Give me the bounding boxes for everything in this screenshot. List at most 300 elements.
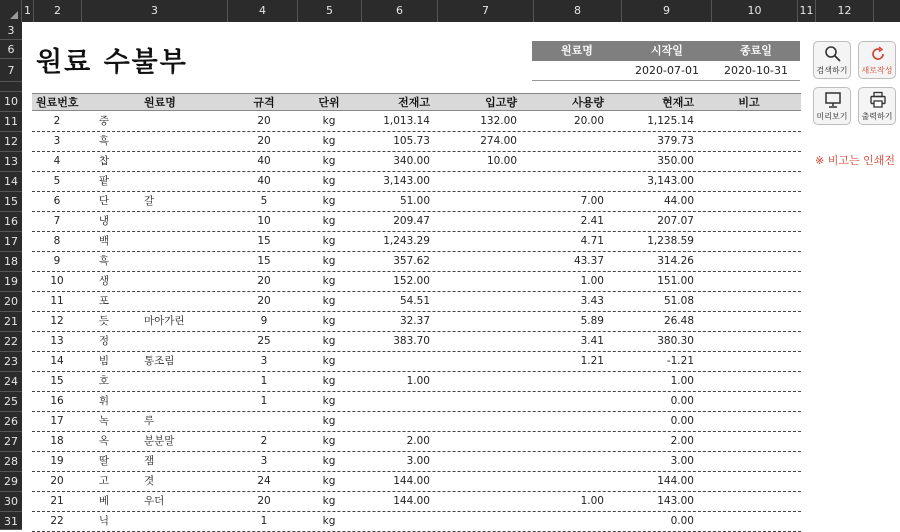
cell-in[interactable] bbox=[437, 432, 517, 451]
cell-use[interactable]: 1.21 bbox=[580, 355, 604, 367]
cell-note[interactable] bbox=[704, 232, 794, 251]
cell-prev-stock[interactable]: 383.70 bbox=[393, 335, 430, 347]
row-header[interactable]: 23 bbox=[0, 352, 22, 372]
cell-prev-stock[interactable]: 1,013.14 bbox=[383, 115, 430, 127]
search-icon bbox=[824, 45, 842, 63]
cell-prev-stock[interactable]: 3,143.00 bbox=[383, 175, 430, 187]
cell-spec[interactable]: 9 bbox=[260, 315, 268, 327]
table-row[interactable] bbox=[32, 472, 801, 492]
cell-unit[interactable]: kg bbox=[322, 435, 336, 447]
row-header[interactable]: 31 bbox=[0, 512, 22, 530]
header-name: 원료명 bbox=[144, 96, 176, 109]
new-button[interactable] bbox=[858, 41, 896, 79]
cell-spec[interactable]: 20 bbox=[257, 495, 271, 507]
table-row[interactable] bbox=[32, 292, 801, 312]
cell-in[interactable]: 10.00 bbox=[486, 155, 517, 167]
cell-prev-stock[interactable]: 340.00 bbox=[393, 155, 430, 167]
cell-number[interactable]: 9 bbox=[53, 255, 61, 267]
cell-use[interactable] bbox=[522, 132, 604, 151]
cell-name-suffix[interactable]: 마아가린 bbox=[144, 315, 185, 327]
cell-name-prefix[interactable]: 베 bbox=[98, 495, 110, 507]
cell-unit[interactable]: kg bbox=[322, 315, 336, 327]
column-header[interactable]: 12 bbox=[816, 0, 874, 22]
cell-name-prefix[interactable]: 냉 bbox=[98, 215, 110, 227]
cell-note[interactable] bbox=[704, 212, 794, 231]
cell-name-prefix[interactable]: 팥 bbox=[98, 175, 110, 187]
info-header-material: 원료명 bbox=[532, 41, 622, 61]
cell-name-suffix[interactable] bbox=[144, 232, 224, 251]
column-header[interactable]: 3 bbox=[82, 0, 228, 22]
cell-name-prefix[interactable]: 호 bbox=[98, 375, 110, 387]
header-no: 원료번호 bbox=[36, 96, 79, 109]
cell-use[interactable]: 1.00 bbox=[580, 495, 604, 507]
select-all-corner[interactable] bbox=[0, 0, 22, 22]
cell-number[interactable]: 4 bbox=[53, 155, 61, 167]
row-header[interactable]: 24 bbox=[0, 372, 22, 392]
cell-spec[interactable]: 20 bbox=[257, 135, 271, 147]
header-use: 사용량 bbox=[572, 96, 604, 109]
cell-use[interactable] bbox=[522, 172, 604, 191]
info-header-start: 시작일 bbox=[622, 41, 712, 61]
cell-spec[interactable]: 5 bbox=[260, 195, 268, 207]
cell-number[interactable]: 7 bbox=[53, 215, 61, 227]
cell-unit[interactable]: kg bbox=[322, 335, 336, 347]
cell-note[interactable] bbox=[704, 192, 794, 211]
cell-number[interactable]: 22 bbox=[50, 515, 64, 527]
end-date-input[interactable]: 2020-10-31 bbox=[724, 64, 788, 77]
row-header[interactable]: 28 bbox=[0, 452, 22, 472]
cell-cur-stock[interactable]: 1,125.14 bbox=[647, 115, 694, 127]
row-header[interactable]: 27 bbox=[0, 432, 22, 452]
cell-number[interactable]: 21 bbox=[50, 495, 64, 507]
cell-note[interactable] bbox=[704, 272, 794, 291]
cell-spec[interactable]: 25 bbox=[257, 335, 271, 347]
cell-number[interactable]: 13 bbox=[50, 335, 64, 347]
cell-cur-stock[interactable]: 26.48 bbox=[663, 315, 694, 327]
table-row[interactable] bbox=[32, 452, 801, 472]
cell-spec[interactable]: 1 bbox=[260, 395, 268, 407]
cell-unit[interactable]: kg bbox=[322, 195, 336, 207]
table-row[interactable] bbox=[32, 492, 801, 512]
table-row[interactable] bbox=[32, 372, 801, 392]
cell-name-prefix[interactable]: 흑 bbox=[98, 135, 110, 147]
table-row[interactable] bbox=[32, 392, 801, 412]
cell-cur-stock[interactable]: 1.00 bbox=[670, 375, 694, 387]
cell-use[interactable]: 7.00 bbox=[580, 195, 604, 207]
cell-note[interactable] bbox=[704, 152, 794, 171]
cell-number[interactable]: 16 bbox=[50, 395, 64, 407]
cell-spec[interactable]: 20 bbox=[257, 275, 271, 287]
row-header[interactable]: 20 bbox=[0, 292, 22, 312]
row-header[interactable]: 22 bbox=[0, 332, 22, 352]
preview-button[interactable] bbox=[813, 87, 851, 125]
cell-name-prefix[interactable]: 생 bbox=[98, 275, 110, 287]
cell-name-prefix[interactable]: 딸 bbox=[98, 455, 110, 467]
cell-spec[interactable]: 1 bbox=[260, 375, 268, 387]
cell-name-suffix[interactable]: 잼 bbox=[144, 455, 155, 467]
cell-name-prefix[interactable]: 빔 bbox=[98, 355, 110, 367]
table-row[interactable] bbox=[32, 112, 801, 132]
table-row[interactable] bbox=[32, 512, 801, 532]
cell-name-suffix[interactable] bbox=[144, 332, 224, 351]
info-divider bbox=[532, 80, 800, 81]
cell-name-prefix[interactable]: 닉 bbox=[98, 515, 110, 527]
column-header[interactable]: 8 bbox=[534, 0, 622, 22]
cell-prev-stock[interactable]: 32.37 bbox=[399, 315, 430, 327]
cell-unit[interactable]: kg bbox=[322, 495, 336, 507]
cell-name-suffix[interactable]: 겻 bbox=[144, 475, 155, 487]
cell-prev-stock[interactable] bbox=[362, 412, 430, 431]
column-header[interactable]: 10 bbox=[712, 0, 798, 22]
cell-in[interactable] bbox=[437, 232, 517, 251]
table-row[interactable] bbox=[32, 432, 801, 452]
preview-button-label: 미리보기 bbox=[816, 112, 848, 121]
cell-use[interactable] bbox=[522, 152, 604, 171]
table-row[interactable] bbox=[32, 212, 801, 232]
cell-spec[interactable]: 2 bbox=[260, 435, 268, 447]
cell-use[interactable] bbox=[522, 432, 604, 451]
cell-name-prefix[interactable]: 녹 bbox=[98, 415, 110, 427]
cell-name-prefix[interactable]: 백 bbox=[98, 235, 110, 247]
cell-in[interactable] bbox=[437, 252, 517, 271]
cell-use[interactable]: 5.89 bbox=[580, 315, 604, 327]
table-row[interactable] bbox=[32, 172, 801, 192]
cell-unit[interactable]: kg bbox=[322, 175, 336, 187]
column-header[interactable]: 9 bbox=[622, 0, 712, 22]
cell-in[interactable] bbox=[437, 452, 517, 471]
cell-prev-stock[interactable]: 209.47 bbox=[393, 215, 430, 227]
cell-prev-stock[interactable]: 51.00 bbox=[399, 195, 430, 207]
cell-cur-stock[interactable]: 1,238.59 bbox=[647, 235, 694, 247]
cell-spec[interactable]: 15 bbox=[257, 235, 271, 247]
cell-name-prefix[interactable]: 포 bbox=[98, 295, 110, 307]
cell-in[interactable]: 274.00 bbox=[480, 135, 517, 147]
cell-in[interactable] bbox=[437, 312, 517, 331]
cell-use[interactable] bbox=[522, 512, 604, 531]
cell-spec[interactable]: 24 bbox=[257, 475, 271, 487]
cell-note[interactable] bbox=[704, 312, 794, 331]
cell-use[interactable] bbox=[522, 412, 604, 431]
row-header[interactable] bbox=[0, 82, 22, 92]
cell-number[interactable]: 5 bbox=[53, 175, 61, 187]
cell-use[interactable]: 4.71 bbox=[580, 235, 604, 247]
table-row[interactable] bbox=[32, 232, 801, 252]
cell-spec[interactable]: 1 bbox=[260, 515, 268, 527]
table-row[interactable] bbox=[32, 312, 801, 332]
cell-in[interactable] bbox=[437, 472, 517, 491]
cell-name-suffix[interactable] bbox=[144, 392, 224, 411]
cell-name-suffix[interactable] bbox=[144, 132, 224, 151]
cell-prev-stock[interactable] bbox=[362, 392, 430, 411]
cell-name-suffix[interactable] bbox=[144, 372, 224, 391]
cell-unit[interactable]: kg bbox=[322, 475, 336, 487]
cell-spec[interactable]: 3 bbox=[260, 455, 268, 467]
cell-prev-stock[interactable]: 105.73 bbox=[393, 135, 430, 147]
cell-number[interactable]: 18 bbox=[50, 435, 64, 447]
cell-name-suffix[interactable] bbox=[144, 252, 224, 271]
row-header[interactable]: 14 bbox=[0, 172, 22, 192]
cell-name-suffix[interactable]: 분분말 bbox=[144, 435, 175, 447]
row-header[interactable]: 29 bbox=[0, 472, 22, 492]
cell-in[interactable] bbox=[437, 352, 517, 371]
cell-number[interactable]: 11 bbox=[50, 295, 64, 307]
cell-name-prefix[interactable]: 흑 bbox=[98, 255, 110, 267]
cell-note[interactable] bbox=[704, 332, 794, 351]
cell-prev-stock[interactable] bbox=[362, 352, 430, 371]
cell-number[interactable]: 8 bbox=[53, 235, 61, 247]
cell-name-prefix[interactable]: 정 bbox=[98, 335, 110, 347]
print-button-label: 출력하기 bbox=[861, 112, 893, 121]
column-header-bar bbox=[0, 0, 900, 22]
cell-in[interactable]: 132.00 bbox=[480, 115, 517, 127]
row-header[interactable]: 21 bbox=[0, 312, 22, 332]
cell-use[interactable] bbox=[522, 392, 604, 411]
cell-in[interactable] bbox=[437, 172, 517, 191]
row-header[interactable]: 10 bbox=[0, 92, 22, 112]
row-header[interactable]: 25 bbox=[0, 392, 22, 412]
cell-prev-stock[interactable]: 1,243.29 bbox=[383, 235, 430, 247]
cell-cur-stock[interactable]: 207.07 bbox=[657, 215, 694, 227]
header-spec: 규격 bbox=[253, 96, 275, 109]
cell-cur-stock[interactable]: -1.21 bbox=[666, 355, 694, 367]
printer-icon bbox=[869, 91, 887, 109]
cell-number[interactable]: 20 bbox=[50, 475, 64, 487]
cell-in[interactable] bbox=[437, 412, 517, 431]
row-header[interactable]: 18 bbox=[0, 252, 22, 272]
cell-name-suffix[interactable] bbox=[144, 112, 224, 131]
cell-unit[interactable]: kg bbox=[322, 155, 336, 167]
cell-unit[interactable]: kg bbox=[322, 455, 336, 467]
cell-number[interactable]: 10 bbox=[50, 275, 64, 287]
cell-number[interactable]: 19 bbox=[50, 455, 64, 467]
table-row[interactable] bbox=[32, 272, 801, 292]
cell-spec[interactable]: 20 bbox=[257, 295, 271, 307]
cell-name-prefix[interactable]: 옥 bbox=[98, 435, 110, 447]
cell-number[interactable]: 6 bbox=[53, 195, 61, 207]
note-text: ※ 비고는 인쇄전 bbox=[815, 154, 895, 167]
start-date-input[interactable]: 2020-07-01 bbox=[635, 64, 699, 77]
cell-name-prefix[interactable]: 중 bbox=[98, 115, 110, 127]
cell-prev-stock[interactable]: 2.00 bbox=[406, 435, 430, 447]
table-row[interactable] bbox=[32, 352, 801, 372]
table-row[interactable] bbox=[32, 412, 801, 432]
cell-number[interactable]: 3 bbox=[53, 135, 61, 147]
cell-in[interactable] bbox=[437, 292, 517, 311]
header-in: 입고량 bbox=[485, 96, 517, 109]
cell-unit[interactable]: kg bbox=[322, 355, 336, 367]
cell-use[interactable]: 2.41 bbox=[580, 215, 604, 227]
cell-cur-stock[interactable]: 143.00 bbox=[657, 495, 694, 507]
cell-prev-stock[interactable]: 144.00 bbox=[393, 475, 430, 487]
table-row[interactable] bbox=[32, 192, 801, 212]
cell-note[interactable] bbox=[704, 252, 794, 271]
cell-in[interactable] bbox=[437, 492, 517, 511]
cell-in[interactable] bbox=[437, 332, 517, 351]
cell-note[interactable] bbox=[704, 392, 794, 411]
cell-use[interactable] bbox=[522, 472, 604, 491]
cell-note[interactable] bbox=[704, 352, 794, 371]
cell-spec[interactable]: 10 bbox=[257, 215, 271, 227]
cell-name-suffix[interactable] bbox=[144, 152, 224, 171]
table-row[interactable] bbox=[32, 332, 801, 352]
column-header[interactable]: 5 bbox=[298, 0, 362, 22]
row-header[interactable]: 16 bbox=[0, 212, 22, 232]
cell-number[interactable]: 2 bbox=[53, 115, 61, 127]
row-header[interactable]: 12 bbox=[0, 132, 22, 152]
cell-cur-stock[interactable]: 144.00 bbox=[657, 475, 694, 487]
cell-cur-stock[interactable]: 380.30 bbox=[657, 335, 694, 347]
cell-name-suffix[interactable] bbox=[144, 172, 224, 191]
cell-unit[interactable]: kg bbox=[322, 395, 336, 407]
cell-note[interactable] bbox=[704, 412, 794, 431]
cell-prev-stock[interactable]: 152.00 bbox=[393, 275, 430, 287]
new-button-label: 새로작성 bbox=[861, 66, 893, 75]
cell-prev-stock[interactable]: 54.51 bbox=[399, 295, 430, 307]
cell-prev-stock[interactable]: 1.00 bbox=[406, 375, 430, 387]
cell-name-suffix[interactable] bbox=[144, 292, 224, 311]
cell-use[interactable] bbox=[522, 452, 604, 471]
cell-note[interactable] bbox=[704, 172, 794, 191]
cell-unit[interactable]: kg bbox=[322, 375, 336, 387]
row-header[interactable]: 7 bbox=[0, 59, 22, 82]
cell-cur-stock[interactable]: 350.00 bbox=[657, 155, 694, 167]
material-name-input[interactable] bbox=[532, 62, 622, 80]
cell-use[interactable]: 43.37 bbox=[573, 255, 604, 267]
row-header[interactable]: 19 bbox=[0, 272, 22, 292]
cell-number[interactable]: 15 bbox=[50, 375, 64, 387]
cell-note[interactable] bbox=[704, 492, 794, 511]
cell-cur-stock[interactable]: 44.00 bbox=[663, 195, 694, 207]
cell-prev-stock[interactable]: 144.00 bbox=[393, 495, 430, 507]
cell-spec[interactable] bbox=[232, 412, 296, 431]
cell-cur-stock[interactable]: 0.00 bbox=[670, 395, 694, 407]
row-header[interactable]: 11 bbox=[0, 112, 22, 132]
cell-in[interactable] bbox=[437, 212, 517, 231]
cell-note[interactable] bbox=[704, 452, 794, 471]
cell-note[interactable] bbox=[704, 512, 794, 531]
cell-number[interactable]: 12 bbox=[50, 315, 64, 327]
cell-number[interactable]: 14 bbox=[50, 355, 64, 367]
column-header[interactable]: 4 bbox=[228, 0, 298, 22]
cell-note[interactable] bbox=[704, 472, 794, 491]
cell-in[interactable] bbox=[437, 192, 517, 211]
cell-in[interactable] bbox=[437, 372, 517, 391]
cell-name-prefix[interactable]: 찹 bbox=[98, 155, 110, 167]
cell-cur-stock[interactable]: 2.00 bbox=[670, 435, 694, 447]
cell-in[interactable] bbox=[437, 392, 517, 411]
cell-cur-stock[interactable]: 3.00 bbox=[670, 455, 694, 467]
cell-use[interactable]: 3.43 bbox=[580, 295, 604, 307]
cell-unit[interactable]: kg bbox=[322, 255, 336, 267]
row-header[interactable]: 13 bbox=[0, 152, 22, 172]
header-unit: 단위 bbox=[318, 96, 340, 109]
column-header[interactable]: 2 bbox=[34, 0, 82, 22]
cell-unit[interactable]: kg bbox=[322, 415, 336, 427]
cell-use[interactable] bbox=[522, 372, 604, 391]
cell-cur-stock[interactable]: 379.73 bbox=[657, 135, 694, 147]
cell-name-prefix[interactable]: 단 bbox=[98, 195, 110, 207]
row-header[interactable]: 6 bbox=[0, 40, 22, 59]
monitor-icon bbox=[824, 91, 842, 109]
cell-spec[interactable]: 15 bbox=[257, 255, 271, 267]
cell-cur-stock[interactable]: 3,143.00 bbox=[647, 175, 694, 187]
cell-name-prefix[interactable]: 듯 bbox=[98, 315, 110, 327]
cell-prev-stock[interactable] bbox=[362, 512, 430, 531]
cell-in[interactable] bbox=[437, 512, 517, 531]
search-button-label: 검색하기 bbox=[816, 66, 848, 75]
header-cur-stock: 현재고 bbox=[662, 96, 694, 109]
cell-spec[interactable]: 20 bbox=[257, 115, 271, 127]
cell-unit[interactable]: kg bbox=[322, 115, 336, 127]
cell-unit[interactable]: kg bbox=[322, 295, 336, 307]
row-header[interactable]: 17 bbox=[0, 232, 22, 252]
cell-note[interactable] bbox=[704, 292, 794, 311]
search-button[interactable] bbox=[813, 41, 851, 79]
print-button[interactable] bbox=[858, 87, 896, 125]
table-row[interactable] bbox=[32, 132, 801, 152]
cell-spec[interactable]: 40 bbox=[257, 175, 271, 187]
column-header[interactable]: 7 bbox=[438, 0, 534, 22]
cell-name-suffix[interactable] bbox=[144, 272, 224, 291]
cell-note[interactable] bbox=[704, 132, 794, 151]
cell-unit[interactable]: kg bbox=[322, 135, 336, 147]
cell-spec[interactable]: 3 bbox=[260, 355, 268, 367]
table-header bbox=[32, 93, 801, 111]
cell-name-suffix[interactable]: 갈 bbox=[144, 195, 155, 207]
row-header[interactable]: 30 bbox=[0, 492, 22, 512]
column-header[interactable]: 1 bbox=[22, 0, 34, 22]
cell-prev-stock[interactable]: 357.62 bbox=[393, 255, 430, 267]
column-header[interactable]: 11 bbox=[798, 0, 816, 22]
cell-use[interactable]: 3.41 bbox=[580, 335, 604, 347]
row-header[interactable]: 3 bbox=[0, 22, 22, 40]
cell-name-suffix[interactable]: 우더 bbox=[144, 495, 165, 507]
cell-name-suffix[interactable]: 통조림 bbox=[144, 355, 175, 367]
cell-name-suffix[interactable] bbox=[144, 512, 224, 531]
cell-name-prefix[interactable]: 휘 bbox=[98, 395, 110, 407]
cell-use[interactable]: 1.00 bbox=[580, 275, 604, 287]
cell-cur-stock[interactable]: 151.00 bbox=[657, 275, 694, 287]
cell-name-suffix[interactable] bbox=[144, 212, 224, 231]
cell-unit[interactable]: kg bbox=[322, 215, 336, 227]
cell-unit[interactable]: kg bbox=[322, 275, 336, 287]
cell-use[interactable]: 20.00 bbox=[573, 115, 604, 127]
info-header-end: 종료일 bbox=[712, 41, 800, 61]
table-row[interactable] bbox=[32, 252, 801, 272]
cell-cur-stock[interactable]: 51.08 bbox=[663, 295, 694, 307]
row-header[interactable]: 15 bbox=[0, 192, 22, 212]
cell-number[interactable]: 17 bbox=[50, 415, 64, 427]
cell-unit[interactable]: kg bbox=[322, 235, 336, 247]
cell-cur-stock[interactable]: 314.26 bbox=[657, 255, 694, 267]
column-header[interactable]: 6 bbox=[362, 0, 438, 22]
cell-in[interactable] bbox=[437, 272, 517, 291]
cell-note[interactable] bbox=[704, 112, 794, 131]
cell-spec[interactable]: 40 bbox=[257, 155, 271, 167]
row-header[interactable]: 26 bbox=[0, 412, 22, 432]
cell-name-prefix[interactable]: 고 bbox=[98, 475, 110, 487]
table-row[interactable] bbox=[32, 152, 801, 172]
cell-prev-stock[interactable]: 3.00 bbox=[406, 455, 430, 467]
cell-note[interactable] bbox=[704, 372, 794, 391]
header-prev-stock: 전재고 bbox=[398, 96, 430, 109]
refresh-icon bbox=[869, 45, 887, 63]
cell-cur-stock[interactable]: 0.00 bbox=[670, 515, 694, 527]
cell-name-suffix[interactable]: 루 bbox=[144, 415, 155, 427]
cell-note[interactable] bbox=[704, 432, 794, 451]
cell-cur-stock[interactable]: 0.00 bbox=[670, 415, 694, 427]
cell-unit[interactable]: kg bbox=[322, 515, 336, 527]
